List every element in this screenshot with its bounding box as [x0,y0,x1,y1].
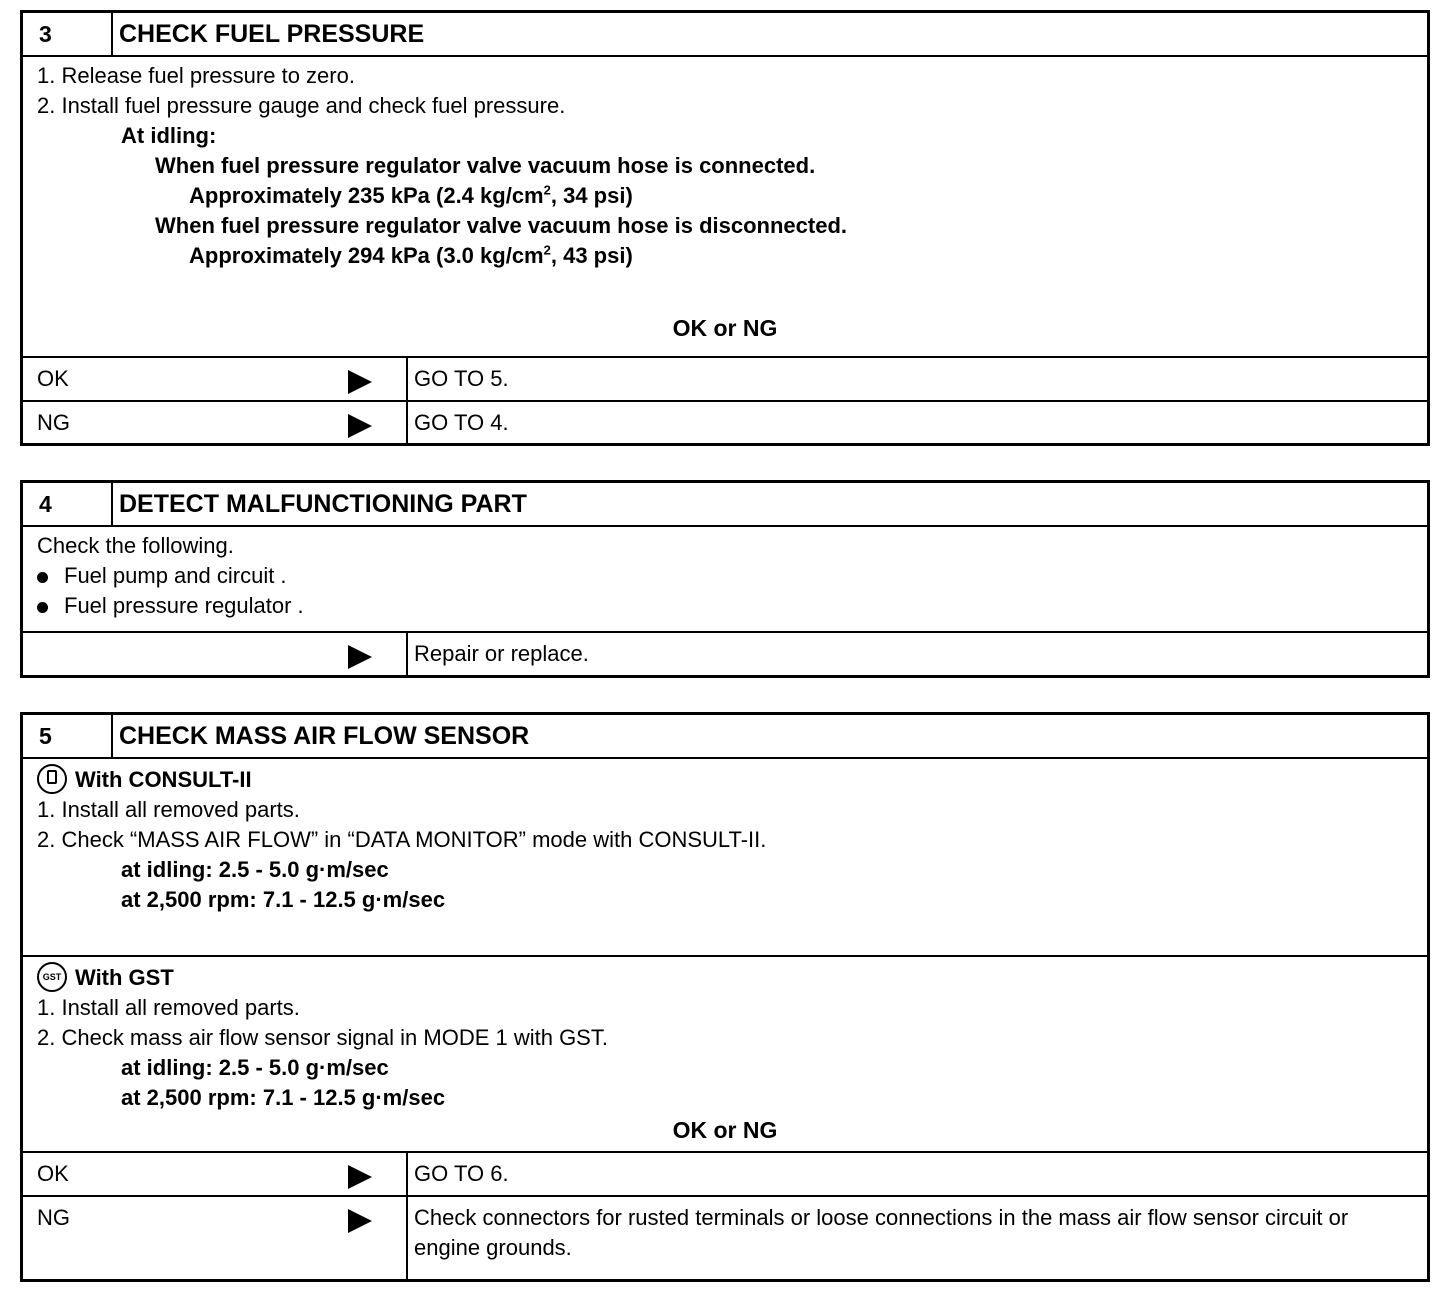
result-row-ok [23,1151,1427,1195]
step-number: 3 [23,13,113,55]
result-row-ok [23,356,1427,400]
result-row-ng [23,400,1427,443]
result-action: Check connectors for rusted terminals or loose connections in the mass air flow sensor circuit or engine grounds. [414,1205,1349,1260]
spec-value: Approximately 235 kPa (2.4 $kg/cm^2$, 34 psi) [189,182,633,208]
step-title: CHECK FUEL PRESSURE [119,20,425,48]
arrow-right-icon [348,645,372,669]
arrow-right-icon [348,414,372,438]
list-item: Fuel pressure regulator . [37,591,1427,621]
step-title: CHECK MASS AIR FLOW SENSOR [119,722,530,750]
result-action: Repair or replace. [414,641,589,666]
step-header [23,715,1427,759]
spec-value: at 2,500 rpm: 7.1 - 12.5 g·m/sec [121,887,446,912]
instruction-line: 2. Check mass air flow sensor signal in MODE 1 with GST. [37,1025,608,1050]
spec-value: at idling: 2.5 - 5.0 g·m/sec [121,857,389,882]
instruction-line: 1. Install all removed parts. [37,797,300,822]
section-heading: GST With GST [37,963,1427,993]
step-body [23,527,1427,631]
gst-icon: GST [37,962,67,992]
result-label: OK [37,366,69,391]
condition-line: When fuel pressure regulator valve vacuum hose is connected. [155,153,816,178]
arrow-right-icon [348,1209,372,1233]
step-4-block [20,480,1430,678]
result-action: GO TO 4. [414,410,509,435]
result-row [23,631,1427,675]
spec-value: at idling: 2.5 - 5.0 g·m/sec [121,1055,389,1080]
condition-heading: At idling: [121,123,217,148]
ok-or-ng-label: OK or NG [672,1117,778,1143]
arrow-right-icon [348,370,372,394]
step-5-block [20,712,1430,1282]
step-title: DETECT MALFUNCTIONING PART [119,490,527,518]
list-item: Fuel pump and circuit . [37,561,1427,591]
result-label: NG [37,410,70,435]
instruction-line: 1. Release fuel pressure to zero. [37,63,355,88]
consult-icon [37,764,67,794]
result-row-ng [23,1195,1427,1279]
step-number: 5 [23,715,113,757]
bullet-icon [37,602,48,613]
result-action: GO TO 6. [414,1161,509,1186]
section-heading: With CONSULT-II [37,765,1427,795]
spec-value: at 2,500 rpm: 7.1 - 12.5 g·m/sec [121,1085,446,1110]
consult-section [23,759,1427,955]
condition-line: When fuel pressure regulator valve vacuum hose is disconnected. [155,213,847,238]
step-number: 4 [23,483,113,525]
step-header [23,483,1427,527]
result-action: GO TO 5. [414,366,509,391]
bullet-icon [37,572,48,583]
instruction-line: 1. Install all removed parts. [37,995,300,1020]
gst-section [23,955,1427,1151]
step-header [23,13,1427,57]
result-label: OK [37,1161,69,1186]
arrow-right-icon [348,1165,372,1189]
ok-or-ng-label: OK or NG [672,315,778,341]
spec-value: Approximately 294 kPa (3.0 $kg/cm^2$, 43 psi) [189,242,633,268]
step-body [23,57,1427,356]
step-3-block [20,10,1430,446]
result-label: NG [37,1205,70,1230]
instruction-line: 2. Install fuel pressure gauge and check fuel pressure. [37,93,566,118]
instruction-line: Check the following. [37,533,234,558]
instruction-line: 2. Check “MASS AIR FLOW” in “DATA MONITOR” mode with CONSULT-II. [37,827,767,852]
